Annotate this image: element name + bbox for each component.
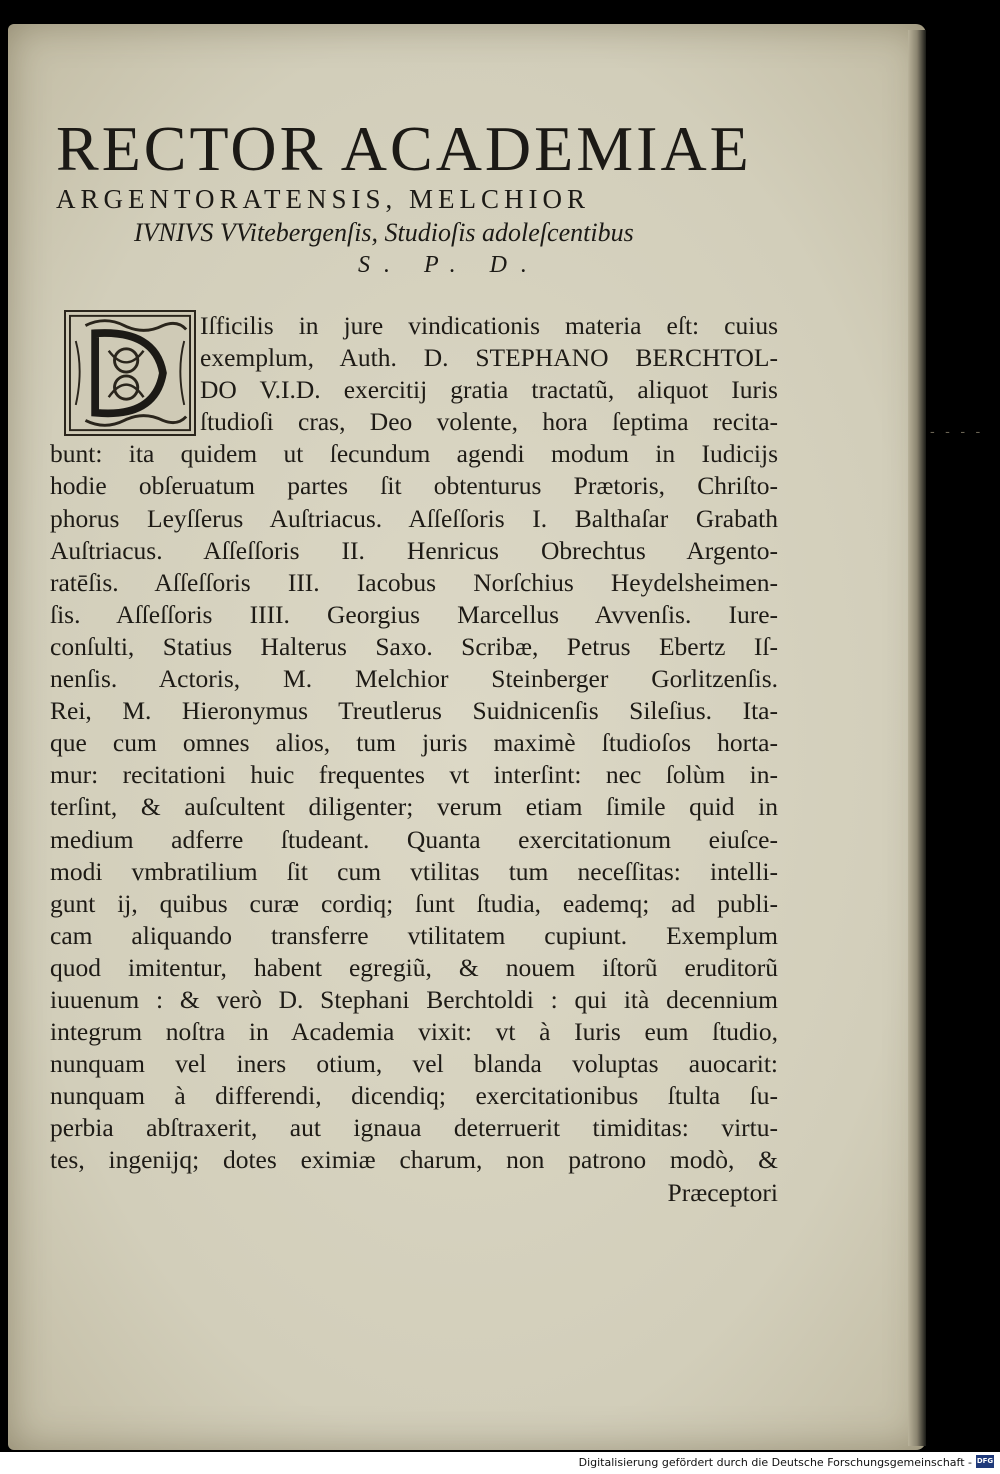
text-line: nunquam vel iners otium, vel blanda voluptas auocarit: — [50, 1049, 778, 1079]
text-line: que cum omnes alios, tum juris maximè ſtudioſos horta- — [50, 728, 778, 758]
text-line: integrum noſtra in Academia vixit: vt à Iuris eum ſtudio, — [50, 1017, 778, 1047]
text-line: conſulti, Statius Halterus Saxo. Scribæ, Petrus Ebertz Iſ- — [50, 631, 778, 661]
text-line: phorus Leyſſerus Auſtriacus. Aſſeſſoris I. Balthaſar Grabath — [50, 503, 778, 533]
text-line: iuuenum : & verò D. Stephani Berchtoldi : qui ità decennium — [50, 984, 778, 1014]
dfg-logo-icon: DFG — [976, 1455, 994, 1468]
text-line: modi vmbratilium ſit cum vtilitas tum neceſſitas: intelli- — [50, 856, 778, 886]
text-line: mur: recitationi huic frequentes vt interſint: nec ſolùm in- — [50, 760, 778, 790]
text-line: DO V.I.D. exercitij gratia tractatũ, aliquot Iuris — [200, 375, 778, 405]
text-line: terſint, & auſcultent diligenter; verum etiam ſimile quid in — [50, 792, 778, 822]
text-line: nenſis. Actoris, M. Melchior Steinberger Gorlitzenſis. — [50, 664, 778, 694]
text-line: gunt ij, quibus curæ cordiq; ſunt ſtudia, eademq; ad publi- — [50, 888, 778, 918]
text-line: perbia abſtraxerit, aut ignaua deterruerit timiditas: virtu- — [50, 1113, 778, 1143]
text-line: ſis. Aſſeſſoris IIII. Georgius Marcellus Avvenſis. Iure- — [50, 599, 778, 629]
text-line: bunt: ita quidem ut ſecundum agendi modum in Iudicijs — [50, 439, 778, 469]
catchword: Præceptori — [667, 1177, 778, 1207]
text-line: hodie obſeruatum partes ſit obtenturus Prætoris, Chriſto- — [50, 471, 778, 501]
text-line: Iſficilis in jure vindicationis materia eſt: cuius — [200, 311, 778, 340]
text-line: ratēſis. Aſſeſſoris III. Iacobus Norſchius Heydelsheimen- — [50, 567, 778, 597]
text-line: cam aliquando transferre vtilitatem cupiunt. Exemplum — [50, 920, 778, 950]
text-line: Auſtriacus. Aſſeſſoris II. Henricus Obrechtus Argento- — [50, 535, 778, 565]
heading-salutation: S. P. D. — [358, 252, 541, 278]
text-line: tes, ingenijq; dotes eximiæ charum, non patrono modò, & — [50, 1145, 778, 1175]
text-line: ſtudioſi cras, Deo volente, hora ſeptima recita- — [200, 407, 778, 437]
text-line: quod imitentur, habent egregiũ, & nouem iſtorũ eruditorũ — [50, 952, 778, 982]
text-line: exemplum, Auth. D. STEPHANO BERCHTOL- — [200, 343, 778, 373]
heading-subtitle: ARGENTORATENSIS, MELCHIOR — [56, 184, 591, 214]
heading-title: RECTOR ACADEMIAE — [56, 113, 752, 184]
text-line: medium adferre ſtudeant. Quanta exercitationum eiuſce- — [50, 824, 778, 854]
text-line: nunquam à differendi, dicendiq; exercitationibus ſtulta ſu- — [50, 1081, 778, 1111]
margin-mark: - - - - — [930, 424, 984, 440]
footer-credit: Digitalisierung gefördert durch die Deutsche Forschungsgemeinschaft - — [578, 1456, 972, 1469]
page-edge — [908, 30, 926, 1446]
heading-address: IVNIVS VVitebergenſis, Studioſis adoleſcentibus — [134, 218, 634, 247]
text-line: Rei, M. Hieronymus Treutlerus Suidnicenſis Sileſius. Ita- — [50, 696, 778, 726]
body-text — [50, 310, 778, 1209]
